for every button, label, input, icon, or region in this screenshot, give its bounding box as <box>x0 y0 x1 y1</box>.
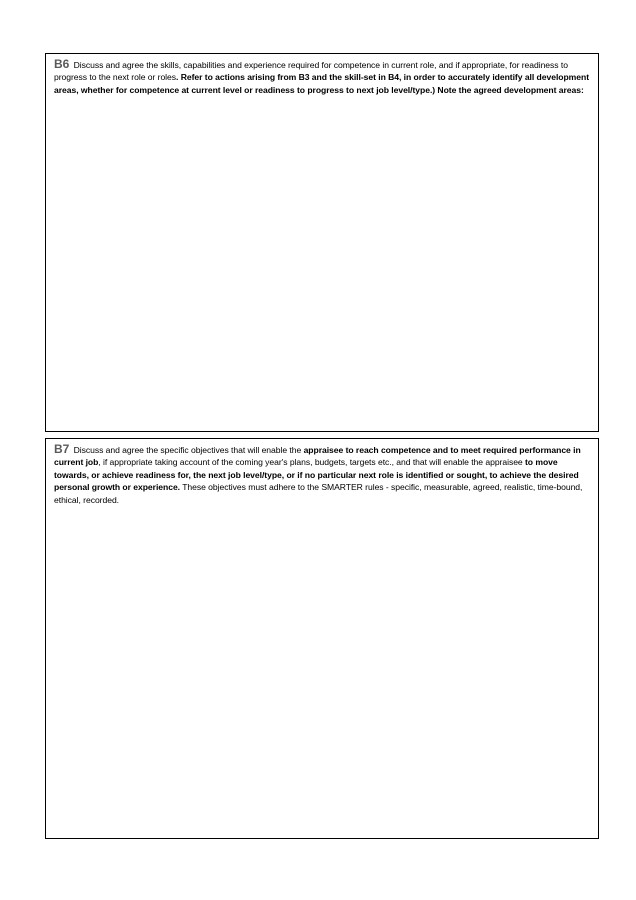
section-b7-box <box>45 438 599 839</box>
section-b6-instructions <box>54 58 591 96</box>
section-b7-text-3: , if appropriate taking account of the coming year's plans, budgets, targets etc., and that will enable the appraisee <box>98 457 525 468</box>
section-b7-text-2: appraisee to reach competence and to meet required performance in current job <box>54 445 581 468</box>
section-b6-box <box>45 53 599 432</box>
section-b7-text-5: These objectives must adhere to the SMARTER rules - specific, measurable, agreed, realistic, time-bound, ethical, recorded. <box>54 482 583 505</box>
section-b6-text-1: Discuss and agree the skills, capabilities and experience required for competence in current role, and if appropriate, for readiness to progress to the next role or roles <box>54 60 568 83</box>
section-b7-code: B7 <box>54 442 70 456</box>
section-b6-code: B6 <box>54 57 70 71</box>
section-b7-instructions <box>54 443 591 506</box>
section-b7-text-1: Discuss and agree the specific objectives that will enable the <box>71 445 304 455</box>
section-b7-text-4: to move towards, or achieve readiness for, the next job level/type, or if no particular next role is identified or sought, to achieve the desired personal growth or experience. <box>54 457 579 493</box>
section-b6-text-2: . Refer to actions arising from B3 and the skill-set in B4, in order to accurately identify all development areas, whether for competence at current level or readiness to progress to next job level/type.) Note the agreed development areas: <box>54 72 590 95</box>
